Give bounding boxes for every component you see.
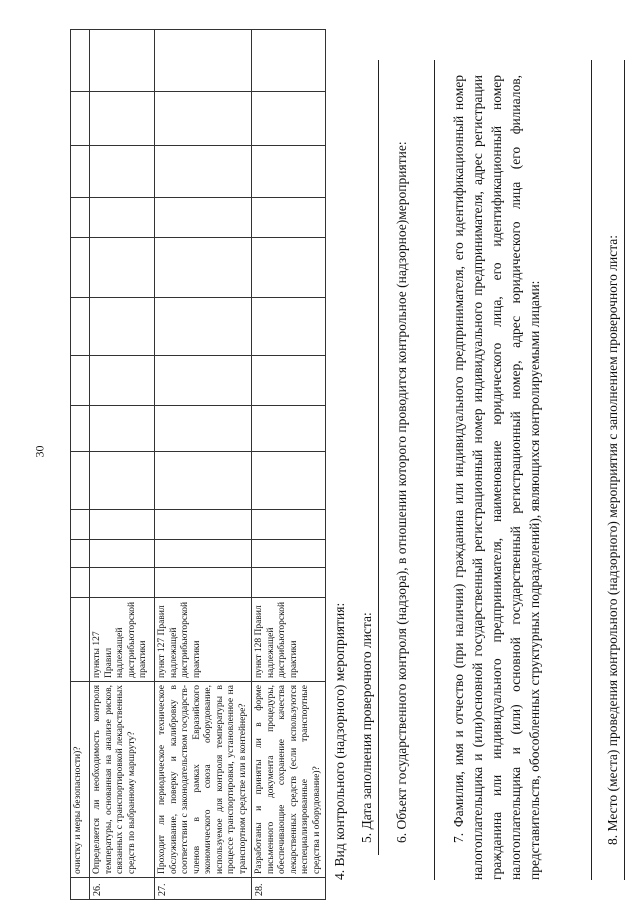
empty-result-cell [252,146,326,198]
empty-result-cell [90,30,155,92]
section-6-fill-line [434,60,435,880]
empty-result-cell [155,452,252,510]
empty-result-cell [155,198,252,238]
row-number-cell [71,878,90,900]
empty-result-cell [155,30,252,92]
empty-result-cell [90,238,155,298]
empty-result-cell [252,30,326,92]
reference-cell: пункт 128 Правил надлежащей дистрибьюторской практики [252,598,326,682]
question-cell: Определяется ли необходимость контроля температуры, основанная на анализе рисков, связанных с транспортировкой лекарственных средств по выбранному маршруту? [90,682,155,878]
empty-result-cell [252,510,326,540]
empty-result-cell [252,356,326,406]
table-row [252,30,326,900]
empty-result-cell [90,356,155,406]
question-cell: Разработаны и приняты ли в форме письменного документа процедуры, обеспечивающие сохранение качества лекарственных средств (если используются неспециализированные транспортные средства и оборудование)? [252,682,326,878]
question-cell: Проходит ли периодическое техническое обслуживание, поверку и калибровку в соответствии с законодательством государств-членов в рамках Евразийского экономического союза оборудование, используемое для контроля температуры в процессе транспортировки, установленное на транспортном средстве или в контейнере? [155,682,252,878]
empty-result-cell [155,406,252,452]
reference-cell: пункт 127 Правил надлежащей дистрибьюторской практики [155,598,252,682]
reference-cell [71,598,90,682]
empty-result-cell [90,510,155,540]
section-7-controlled-person: 7. Фамилия, имя и отчество (при наличии) гражданина или индивидуального предпринимателя, его идентификационный номер налогоплательщика и (или)основной государственный регистрационный номер индивидуального предпринимателя, адрес регистрации гражданина или индивидуального предпринимателя, наименование юридического лица, его идентификационный номер налогоплательщика и (или) основной государственный регистрационный номер, адрес юридического лица (его филиалов, представительств, обособленных структурных подразделений), являющихся контролируемыми лицами: [451,75,542,880]
empty-result-cell [252,452,326,510]
empty-result-cell [252,238,326,298]
empty-result-cell [90,568,155,598]
empty-result-cell [90,298,155,356]
section-8-fill-line [624,60,625,880]
empty-result-cell [71,356,90,406]
empty-result-cell [252,198,326,238]
empty-result-cell [155,238,252,298]
empty-result-cell [90,198,155,238]
empty-result-cell [155,510,252,540]
empty-result-cell [90,540,155,568]
checklist-table [70,29,326,900]
section-4-inspection-type: 4. Вид контрольного (надзорного) мероприятия: [332,602,347,880]
row-number-cell: 26. [90,878,155,900]
empty-result-cell [71,92,90,146]
empty-result-cell [90,146,155,198]
empty-result-cell [252,92,326,146]
empty-result-cell [71,298,90,356]
section-8-place: 8. Место (места) проведения контрольного (надзорного) мероприятия с заполнением проверочного листа: [605,234,620,845]
table-row [71,30,90,900]
empty-result-cell [71,540,90,568]
page-number: 30 [32,445,47,458]
empty-result-cell [71,452,90,510]
empty-result-cell [155,568,252,598]
empty-result-cell [155,356,252,406]
empty-result-cell [90,406,155,452]
empty-result-cell [155,146,252,198]
table-row [90,30,155,900]
row-number-cell: 27. [155,878,252,900]
empty-result-cell [71,146,90,198]
empty-result-cell [252,540,326,568]
section-5-fill-date: 5. Дата заполнения проверочного листа: [359,612,374,843]
empty-result-cell [71,568,90,598]
empty-result-cell [71,238,90,298]
empty-result-cell [71,406,90,452]
empty-result-cell [252,298,326,356]
empty-result-cell [71,198,90,238]
empty-result-cell [71,510,90,540]
empty-result-cell [90,92,155,146]
question-cell: очистку и меры безопасности)? [71,682,90,878]
section-7-fill-line [591,60,592,880]
row-number-cell: 28. [252,878,326,900]
empty-result-cell [252,406,326,452]
table-row [155,30,252,900]
empty-result-cell [155,540,252,568]
reference-cell: пункты 127 Правил надлежащей дистрибьюторской практики [90,598,155,682]
empty-result-cell [252,568,326,598]
empty-result-cell [90,452,155,510]
empty-result-cell [155,92,252,146]
section-5-fill-line [378,60,379,855]
section-6-control-object: 6. Объект государственного контроля (надзора), в отношении которого проводится контрольное (надзорное)мероприятие: [394,141,409,843]
empty-result-cell [155,298,252,356]
rotated-page-content [0,25,640,905]
empty-result-cell [71,30,90,92]
